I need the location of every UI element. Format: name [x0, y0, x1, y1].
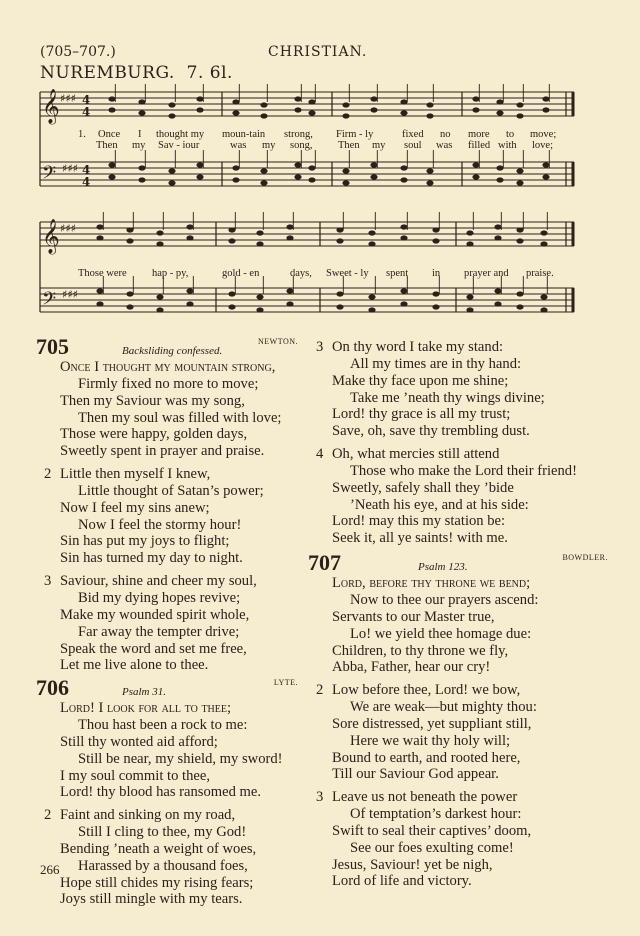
- note-head: [126, 238, 133, 243]
- note-head: [472, 174, 479, 179]
- verse-line: Hope still chides my rising fears;: [60, 874, 254, 891]
- note-head: [426, 102, 433, 107]
- note-head: [156, 241, 163, 246]
- note-head: [542, 162, 549, 167]
- verse-line: Sin has turned my day to night.: [60, 550, 243, 567]
- note-head: [400, 288, 407, 293]
- verse-line: I my soul commit to thee,: [60, 767, 210, 784]
- note-head: [168, 168, 175, 173]
- page-number: 266: [40, 862, 60, 877]
- verse-line: Lo! we yield thee homage due:: [350, 625, 532, 642]
- note-head: [260, 168, 267, 173]
- hymn-author: BOWDLER.: [562, 553, 608, 563]
- note-head: [138, 165, 145, 170]
- verse-line: Little thought of Satan’s power;: [78, 482, 264, 499]
- note-head: [542, 96, 549, 101]
- verse-line: Sweetly, safely shall they ’bide: [332, 479, 514, 496]
- note-head: [168, 113, 175, 118]
- page-title: CHRISTIAN.: [268, 44, 368, 60]
- note-head: [400, 235, 407, 240]
- hymn-subtitle: Psalm 31.: [122, 686, 166, 699]
- verse-line: See our foes exulting come!: [350, 839, 514, 856]
- note-head: [228, 304, 235, 309]
- svg-text:♯♯♯: ♯♯♯: [60, 92, 76, 105]
- verse-line: Those who make the Lord their friend!: [350, 462, 577, 479]
- note-head: [256, 307, 263, 312]
- note-head: [228, 227, 235, 232]
- note-head: [516, 291, 523, 296]
- note-head: [516, 113, 523, 118]
- svg-text:♯♯♯: ♯♯♯: [62, 288, 78, 301]
- note-head: [516, 304, 523, 309]
- note-head: [96, 224, 103, 229]
- note-head: [286, 235, 293, 240]
- note-head: [466, 294, 473, 299]
- verse-line: Sore distressed, yet suppliant still,: [332, 715, 532, 732]
- note-head: [370, 174, 377, 179]
- svg-text:4: 4: [82, 93, 91, 107]
- lyric-line-1: 1.: [78, 129, 86, 140]
- note-head: [108, 162, 115, 167]
- svg-text:gold - en: gold - en: [222, 268, 260, 279]
- note-head: [426, 113, 433, 118]
- verse-line: Harassed by a thousand foes,: [78, 857, 248, 874]
- barlines: [40, 92, 566, 312]
- note-head: [368, 230, 375, 235]
- svg-text:days,: days,: [290, 268, 312, 279]
- stanza-number: 2: [44, 807, 52, 824]
- note-head: [294, 162, 301, 167]
- note-head: [308, 99, 315, 104]
- verse-line: Those were happy, golden days,: [60, 426, 248, 443]
- svg-text:my: my: [262, 140, 276, 151]
- note-head: [540, 294, 547, 299]
- verse-line: 2 Faint and sinking on my road,: [44, 807, 236, 824]
- note-head: [368, 294, 375, 299]
- note-head: [400, 177, 407, 182]
- note-head: [260, 113, 267, 118]
- svg-text:song,: song,: [290, 140, 313, 151]
- verse-line: Save, oh, save thy trembling dust.: [332, 423, 530, 440]
- verse-line: Far away the tempter drive;: [78, 623, 240, 640]
- svg-text:Sweet - ly: Sweet - ly: [326, 268, 369, 279]
- verse-line: 3 Leave us not beneath the power: [316, 789, 518, 806]
- note-head: [308, 110, 315, 115]
- tune-title: NUREMBURG.: [40, 63, 175, 83]
- hymn-707-heading: [308, 550, 612, 576]
- verse-line: Still thy wonted aid afford;: [60, 733, 218, 750]
- note-head: [542, 174, 549, 179]
- verse-line: Firmly fixed no more to move;: [78, 375, 259, 392]
- svg-text:fixed: fixed: [402, 129, 424, 140]
- hymn-subtitle: Psalm 123.: [418, 561, 468, 574]
- note-head: [400, 99, 407, 104]
- note-head: [186, 235, 193, 240]
- note-head: [138, 99, 145, 104]
- tune-meter: 7. 6l.: [186, 63, 233, 83]
- note-head: [400, 301, 407, 306]
- verse-line: Still be near, my shield, my sword!: [78, 750, 283, 767]
- note-head: [168, 102, 175, 107]
- note-head: [400, 224, 407, 229]
- note-head: [294, 107, 301, 112]
- hymn-subtitle: Backsliding confessed.: [122, 345, 223, 357]
- note-head: [516, 238, 523, 243]
- page-range: (705–707.): [40, 44, 116, 60]
- note-head: [466, 241, 473, 246]
- stanza-number: 3: [316, 339, 324, 355]
- note-head: [400, 110, 407, 115]
- verse-line: Joys still mingle with my tears.: [60, 891, 243, 908]
- verse-line: 2 Low before thee, Lord! we bow,: [316, 682, 521, 699]
- hymn-number: 707: [308, 550, 341, 576]
- note-head: [494, 301, 501, 306]
- verse-line: Abba, Father, hear our cry!: [332, 659, 491, 676]
- svg-text:4: 4: [82, 163, 91, 177]
- note-head: [228, 291, 235, 296]
- lyric-line-3: Those were: [78, 268, 127, 279]
- note-head: [232, 99, 239, 104]
- note-head: [286, 288, 293, 293]
- note-head: [516, 180, 523, 185]
- svg-text:no: no: [440, 129, 451, 140]
- note-head: [156, 307, 163, 312]
- note-head: [294, 96, 301, 101]
- note-head: [466, 307, 473, 312]
- note-head: [336, 291, 343, 296]
- svg-text:my: my: [372, 140, 386, 151]
- note-head: [286, 301, 293, 306]
- note-head: [342, 102, 349, 107]
- verse-line: Lord, before thy throne we bend;: [332, 575, 531, 592]
- right-column: [308, 339, 612, 890]
- hymn-number: 706: [36, 675, 69, 701]
- hymn-706-text: [40, 700, 302, 908]
- svg-text:thought my: thought my: [156, 129, 205, 140]
- bass-clef-icon: 𝄢: [42, 289, 57, 314]
- svg-text:4: 4: [82, 105, 91, 119]
- verse-line: Lord! thy blood has ransomed me.: [60, 784, 262, 801]
- note-head: [308, 177, 315, 182]
- note-head: [472, 107, 479, 112]
- svg-text:Sav - iour: Sav - iour: [158, 140, 200, 151]
- note-head: [196, 96, 203, 101]
- hymn-706-continued: [312, 339, 612, 547]
- svg-text:soul: soul: [404, 140, 422, 151]
- verse-line: Till our Saviour God appear.: [332, 766, 499, 783]
- note-head: [286, 224, 293, 229]
- verse-line: Lord! may this my station be:: [332, 513, 506, 530]
- clefs-keys: [42, 89, 90, 314]
- stanza-number: 4: [316, 446, 324, 463]
- note-head: [156, 294, 163, 299]
- stanza-number: 2: [316, 682, 324, 699]
- verse-line: 4 Oh, what mercies still attend: [316, 446, 500, 463]
- note-head: [540, 241, 547, 246]
- note-head: [228, 238, 235, 243]
- verse-line: 2 Little then myself I knew,: [44, 466, 211, 483]
- note-head: [232, 165, 239, 170]
- svg-text:in: in: [432, 268, 441, 279]
- verse-line: Sin has put my joys to flight;: [60, 533, 230, 550]
- svg-text:my: my: [132, 140, 146, 151]
- note-head: [370, 96, 377, 101]
- note-head: [368, 307, 375, 312]
- note-head: [126, 227, 133, 232]
- note-head: [496, 165, 503, 170]
- note-head: [496, 177, 503, 182]
- note-head: [232, 177, 239, 182]
- note-head: [432, 304, 439, 309]
- note-head: [370, 162, 377, 167]
- lyric-line-2: Then: [96, 140, 118, 151]
- note-head: [466, 230, 473, 235]
- note-head: [138, 110, 145, 115]
- hymn-author: NEWTON.: [257, 337, 298, 346]
- note-head: [232, 110, 239, 115]
- verse-line: Sweetly spent in prayer and praise.: [60, 443, 265, 460]
- verse-line: Speak the word and set me free,: [60, 640, 247, 657]
- svg-text:♯♯♯: ♯♯♯: [60, 222, 76, 235]
- hymn-705-heading: [36, 334, 302, 359]
- note-head: [336, 227, 343, 232]
- svg-text:4: 4: [82, 175, 91, 189]
- treble-clef-icon: 𝄞: [42, 89, 60, 124]
- note-head: [342, 113, 349, 118]
- note-head: [260, 180, 267, 185]
- note-head: [256, 241, 263, 246]
- svg-text:hap - py,: hap - py,: [152, 268, 189, 279]
- staff-lines: [40, 92, 574, 312]
- bass-clef-icon: 𝄢: [42, 163, 57, 188]
- verse-line: Now I feel the stormy hour!: [78, 516, 242, 533]
- svg-text:was: was: [230, 140, 247, 151]
- svg-text:Then: Then: [338, 140, 360, 151]
- verse-line: Bid my dying hopes revive;: [78, 589, 241, 606]
- note-head: [540, 307, 547, 312]
- verse-line: Lord! I look for all to thee;: [60, 700, 232, 717]
- note-head: [516, 168, 523, 173]
- note-head: [540, 230, 547, 235]
- note-head: [542, 107, 549, 112]
- treble-clef-icon: 𝄞: [42, 219, 60, 254]
- hymn-705-text: [40, 359, 302, 674]
- note-head: [186, 288, 193, 293]
- verse-line: 3 On thy word I take my stand:: [316, 339, 504, 355]
- stanza-number: 3: [44, 573, 52, 590]
- left-column: [36, 334, 302, 908]
- verse-line: Thou hast been a rock to me:: [78, 717, 248, 734]
- verse-line: Bound to earth, and rooted here,: [332, 749, 521, 766]
- verse-line: Jesus, Saviour! yet be nigh,: [332, 856, 493, 873]
- svg-text:praise.: praise.: [526, 268, 554, 279]
- note-head: [186, 301, 193, 306]
- note-head: [426, 180, 433, 185]
- stanza-number: 2: [44, 466, 52, 483]
- svg-text:to: to: [506, 129, 515, 140]
- svg-text:I: I: [138, 129, 142, 140]
- note-head: [400, 165, 407, 170]
- note-head: [496, 99, 503, 104]
- verse-line: Let me live alone to thee.: [60, 657, 209, 674]
- verse-line: Servants to our Master true,: [332, 608, 495, 625]
- verse-line: All my times are in thy hand:: [350, 355, 522, 372]
- note-head: [472, 96, 479, 101]
- svg-text:spent: spent: [386, 268, 409, 279]
- svg-text:moun-tain: moun-tain: [222, 129, 266, 140]
- verse-line: Take me ’neath thy wings divine;: [350, 389, 545, 406]
- verse-line: Lord of life and victory.: [332, 873, 472, 890]
- note-head: [426, 168, 433, 173]
- svg-text:strong,: strong,: [284, 129, 313, 140]
- note-head: [96, 301, 103, 306]
- note-head: [516, 227, 523, 232]
- svg-text:more: more: [468, 129, 490, 140]
- note-head: [342, 168, 349, 173]
- verse-line: Of temptation’s darkest hour:: [350, 806, 522, 823]
- note-head: [96, 235, 103, 240]
- note-head: [196, 174, 203, 179]
- note-head: [494, 224, 501, 229]
- verse-line: Now I feel my sins anew;: [60, 499, 210, 516]
- note-head: [108, 96, 115, 101]
- verse-line: Lord! thy grace is all my trust;: [332, 406, 511, 423]
- svg-text:love;: love;: [532, 140, 553, 151]
- verse-line: Seek it, all ye saints! with me.: [332, 530, 508, 547]
- note-head: [432, 238, 439, 243]
- note-head: [368, 241, 375, 246]
- verse-line: Children, to thy throne we fly,: [332, 642, 509, 659]
- note-head: [126, 304, 133, 309]
- hymn-author: LYTE.: [273, 678, 298, 688]
- note-head: [494, 288, 501, 293]
- verse-line: We are weak—but mighty thou:: [350, 699, 537, 716]
- note-head: [196, 162, 203, 167]
- verse-line: 3 Saviour, shine and cheer my soul,: [44, 573, 257, 590]
- note-head: [432, 291, 439, 296]
- note-head: [494, 235, 501, 240]
- verse-line: Still I cling to thee, my God!: [78, 824, 247, 841]
- note-head: [336, 304, 343, 309]
- note-head: [256, 294, 263, 299]
- svg-text:filled: filled: [468, 140, 491, 151]
- verse-line: Make my wounded spirit whole,: [60, 606, 250, 623]
- note-head: [196, 107, 203, 112]
- lyrics: [78, 129, 556, 279]
- verse-line: Bending ’neath a weight of woes,: [60, 840, 257, 857]
- svg-text:Once: Once: [98, 129, 121, 140]
- note-head: [168, 180, 175, 185]
- note-head: [126, 291, 133, 296]
- hymn-707-text: [312, 575, 612, 890]
- verse-line: Then my soul was filled with love;: [78, 409, 282, 426]
- music-score: [0, 80, 640, 340]
- note-head: [256, 230, 263, 235]
- note-head: [336, 238, 343, 243]
- note-head: [260, 102, 267, 107]
- verse-line: Now to thee our prayers ascend:: [350, 591, 539, 608]
- verse-line: Here we wait thy holy will;: [350, 732, 511, 749]
- note-head: [432, 227, 439, 232]
- svg-text:was: was: [436, 140, 453, 151]
- hymn-number: 705: [36, 334, 69, 359]
- verse-line: Swift to seal their captives’ doom,: [332, 822, 532, 839]
- note-head: [342, 180, 349, 185]
- note-head: [108, 107, 115, 112]
- note-head: [186, 224, 193, 229]
- svg-text:♯♯♯: ♯♯♯: [62, 162, 78, 175]
- svg-text:move;: move;: [530, 129, 557, 140]
- note-head: [294, 174, 301, 179]
- verse-line: Once I thought my mountain strong,: [60, 359, 276, 375]
- note-head: [138, 177, 145, 182]
- note-head: [108, 174, 115, 179]
- note-head: [308, 165, 315, 170]
- svg-text:Firm - ly: Firm - ly: [336, 129, 374, 140]
- svg-text:with: with: [498, 140, 517, 151]
- svg-text:prayer and: prayer and: [464, 268, 509, 279]
- stanza-number: 3: [316, 789, 324, 806]
- verse-line: Make thy face upon me shine;: [332, 372, 509, 389]
- hymn-706-heading: [36, 675, 302, 701]
- verse-line: ’Neath his eye, and at his side:: [350, 496, 529, 513]
- note-head: [96, 288, 103, 293]
- note-head: [156, 230, 163, 235]
- note-head: [516, 102, 523, 107]
- note-head: [472, 162, 479, 167]
- note-head: [370, 107, 377, 112]
- verse-line: Then my Saviour was my song,: [60, 392, 245, 409]
- note-head: [496, 110, 503, 115]
